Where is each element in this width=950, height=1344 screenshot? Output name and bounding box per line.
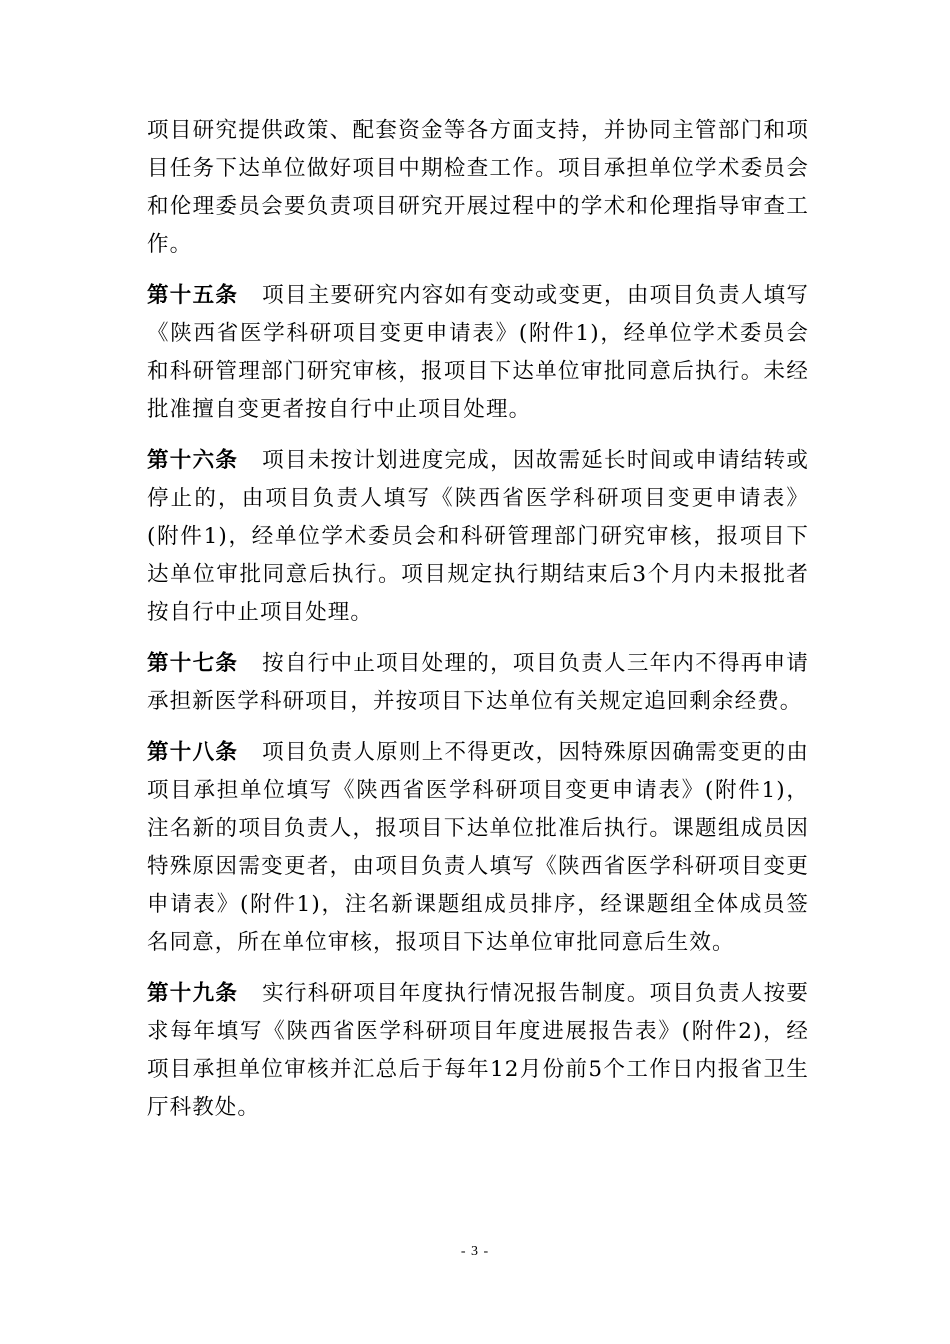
article-19-text: 实行科研项目年度执行情况报告制度。项目负责人按要求每年填写《陕西省医学科研项目年度进展报告表》(附件2)，经项目承担单位审核并汇总后于每年12月份前5个工作日内报省卫生厅科教处。 <box>147 981 809 1120</box>
article-17-text: 按自行中止项目处理的，项目负责人三年内不得再申请承担新医学科研项目，并按项目下达单位有关规定追回剩余经费。 <box>147 651 809 714</box>
article-18-title: 第十八条 <box>147 740 239 765</box>
article-18 <box>147 734 809 962</box>
article-17-title: 第十七条 <box>147 651 239 676</box>
article-16-title: 第十六条 <box>147 448 239 473</box>
article-17 <box>147 645 809 721</box>
article-16-text: 项目未按计划进度完成，因故需延长时间或申请结转或停止的，由项目负责人填写《陕西省医学科研项目变更申请表》(附件1)，经单位学术委员会和科研管理部门研究审核，报项目下达单位审批同意后执行。项目规定执行期结束后3个月内未报批者按自行中止项目处理。 <box>147 448 809 625</box>
intro-paragraph: 项目研究提供政策、配套资金等各方面支持，并协同主管部门和项目任务下达单位做好项目中期检查工作。项目承担单位学术委员会和伦理委员会要负责项目研究开展过程中的学术和伦理指导审查工作。 <box>147 118 809 257</box>
article-18-text: 项目负责人原则上不得更改，因特殊原因确需变更的由项目承担单位填写《陕西省医学科研项目变更申请表》(附件1)，注名新的项目负责人，报项目下达单位批准后执行。课题组成员因特殊原因需变更者，由项目负责人填写《陕西省医学科研项目变更申请表》(附件1)，注名新课题组成员排序，经课题组全体成员签名同意，所在单位审核，报项目下达单位审批同意后生效。 <box>147 740 809 955</box>
article-15-text: 项目主要研究内容如有变动或变更，由项目负责人填写《陕西省医学科研项目变更申请表》(附件1)，经单位学术委员会和科研管理部门研究审核，报项目下达单位审批同意后执行。未经批准擅自变更者按自行中止项目处理。 <box>147 283 809 422</box>
page-number: - 3 - <box>460 1244 490 1259</box>
document-body <box>147 112 809 1127</box>
article-15-title: 第十五条 <box>147 283 239 308</box>
article-19-title: 第十九条 <box>147 981 239 1006</box>
article-19 <box>147 975 809 1127</box>
article-15 <box>147 277 809 429</box>
article-16 <box>147 442 809 632</box>
